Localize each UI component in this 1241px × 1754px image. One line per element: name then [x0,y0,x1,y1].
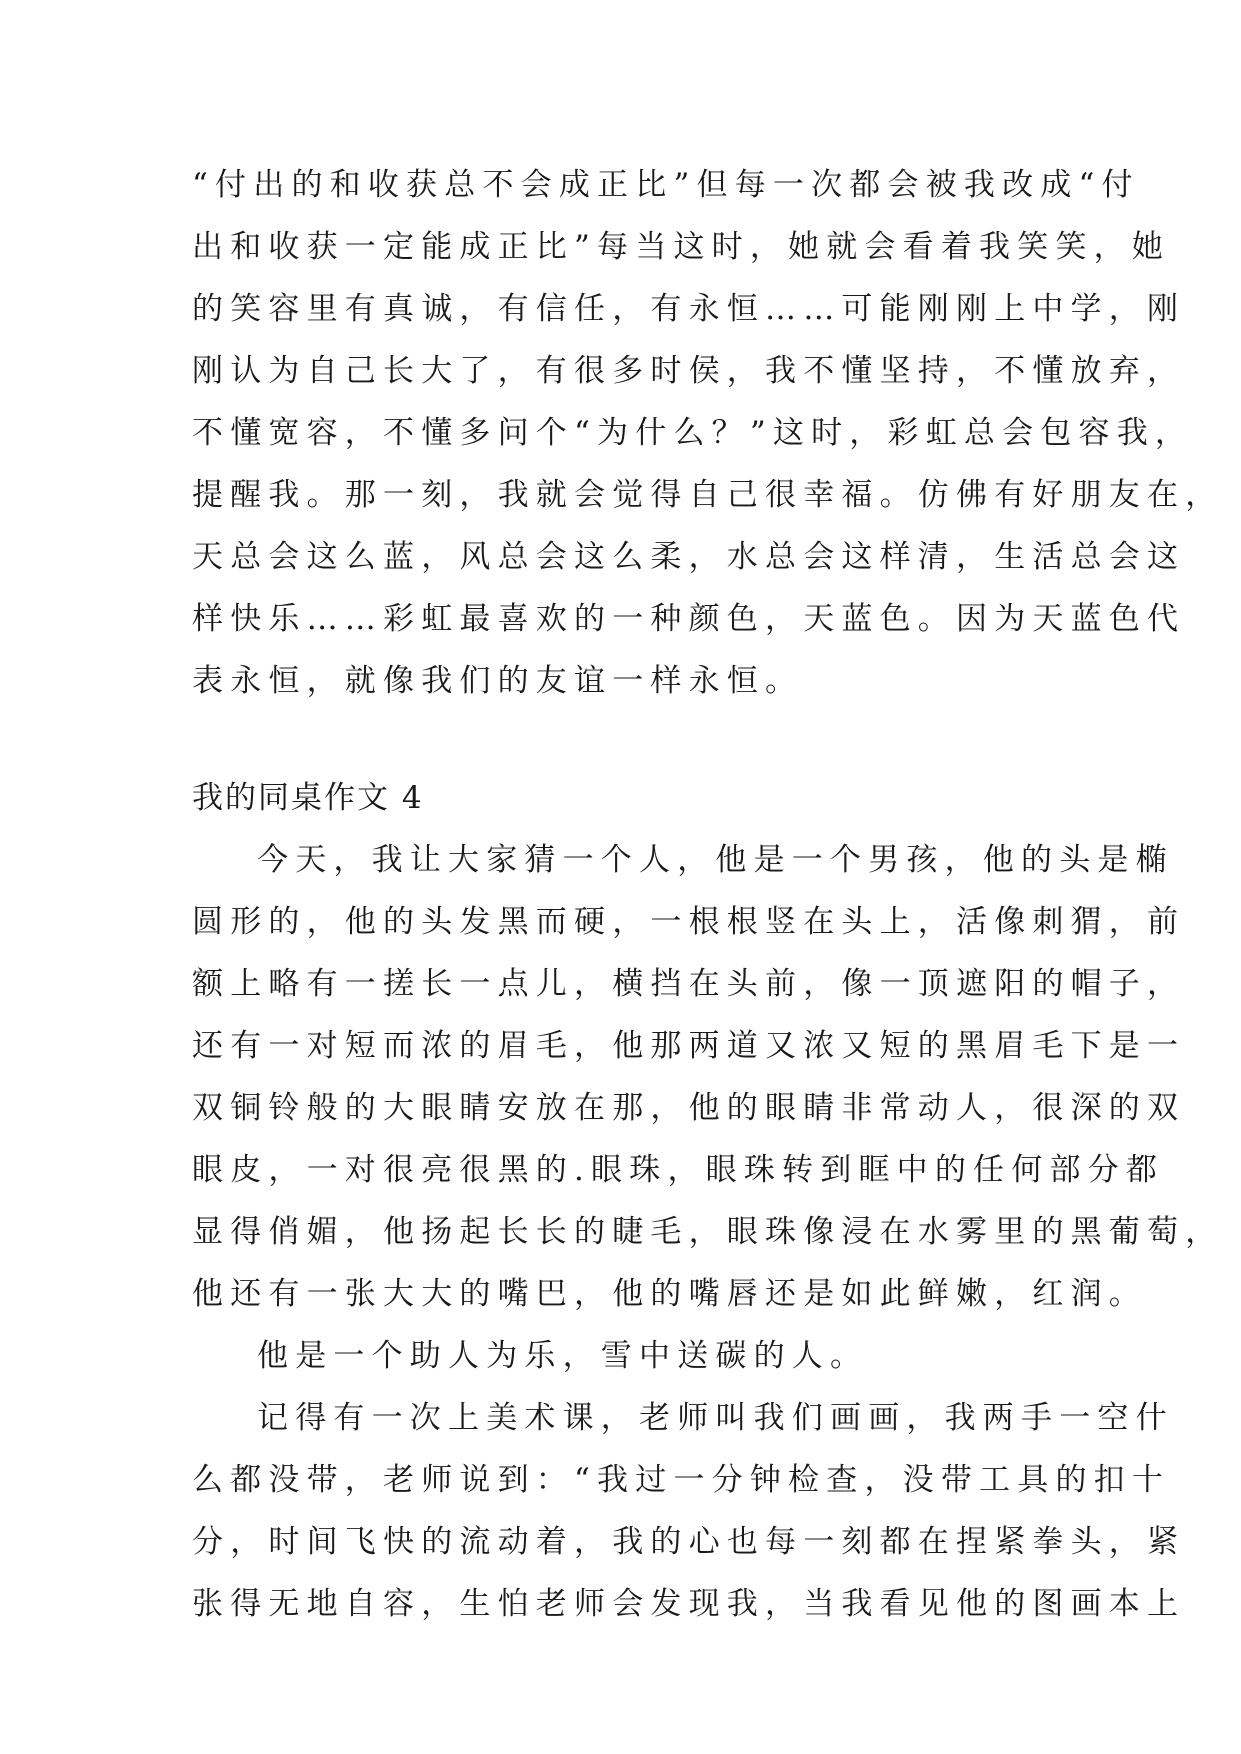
text-line: 分，时间飞快的流动着，我的心也每一刻都在捏紧拳头，紧 [192,1524,1186,1560]
essay-title: 我的同桌作文 4 [192,780,424,816]
text-line: 出和收获一定能成正比”每当这时，她就会看着我笑笑，她 [192,229,1171,265]
text-line: 显得俏媚，他扬起长长的睫毛，眼珠像浸在水雾里的黑葡萄， [192,1214,1224,1250]
text-line: 圆形的，他的头发黑而硬，一根根竖在头上，活像刺猬，前 [192,904,1186,940]
text-line: 的笑容里有真诚，有信任，有永恒……可能刚刚上中学，刚 [192,291,1186,327]
text-line: 不懂宽容，不懂多问个“为什么？”这时，彩虹总会包容我， [192,415,1194,451]
text-line: 双铜铃般的大眼睛安放在那，他的眼睛非常动人，很深的双 [192,1090,1186,1126]
text-line: 么都没带，老师说到：“我过一分钟检查，没带工具的扣十 [192,1462,1171,1498]
text-line: 额上略有一搓长一点儿，横挡在头前，像一顶遮阳的帽子， [192,966,1186,1002]
paragraph-first-line: 他是一个助人为乐，雪中送碳的人。 [257,1338,869,1374]
text-line: 天总会这么蓝，风总会这么柔，水总会这样清，生活总会这 [192,539,1186,575]
paragraph-first-line: 今天，我让大家猜一个人，他是一个男孩，他的头是椭 [257,842,1174,878]
text-line: 张得无地自容，生怕老师会发现我，当我看见他的图画本上 [192,1586,1186,1622]
paragraph-first-line: 记得有一次上美术课，老师叫我们画画，我两手一空什 [257,1400,1174,1436]
text-line: 样快乐……彩虹最喜欢的一种颜色，天蓝色。因为天蓝色代 [192,601,1186,637]
text-line: 表永恒，就像我们的友谊一样永恒。 [192,663,804,699]
text-line: 还有一对短而浓的眉毛，他那两道又浓又短的黑眉毛下是一 [192,1028,1186,1064]
text-line: 眼皮，一对很亮很黑的.眼珠，眼珠转到眶中的任何部分都 [192,1152,1165,1188]
text-line: “付出的和收获总不会成正比”但每一次都会被我改成“付 [192,167,1140,203]
text-line: 他还有一张大大的嘴巴，他的嘴唇还是如此鲜嫩，红润。 [192,1276,1147,1312]
text-line: 提醒我。那一刻，我就会觉得自己很幸福。仿佛有好朋友在， [192,477,1224,513]
text-line: 刚认为自己长大了，有很多时侯，我不懂坚持，不懂放弃， [192,353,1186,389]
